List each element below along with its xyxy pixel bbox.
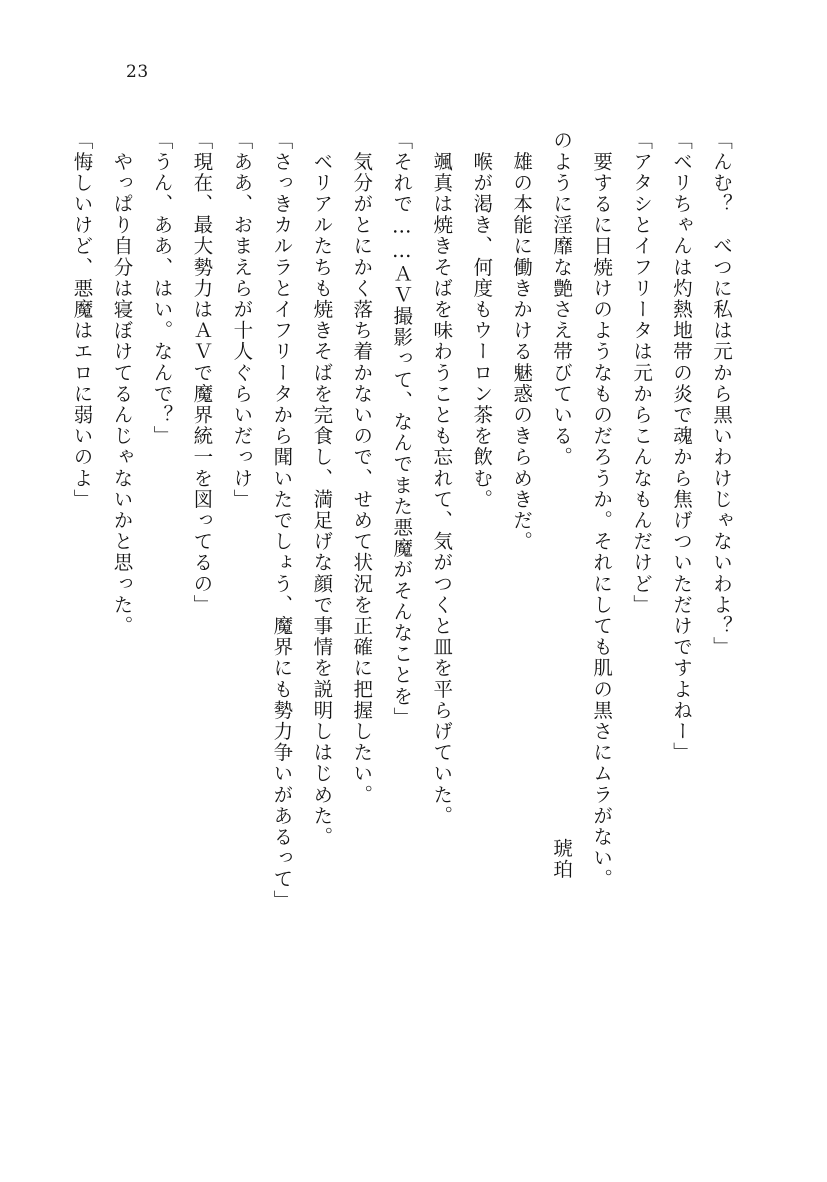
text-line: やっぱり自分は寝ぼけてるんじゃないかと思った。: [110, 130, 134, 637]
text-line: 「ベリちゃんは灼熱地帯の炎で魂から焦げついただけですよねー」: [670, 130, 694, 763]
text-line: 「アタシとイフリータは元からこんなもんだけど」: [630, 130, 654, 616]
text-line: 「うん、ああ、はい。なんで？」: [150, 130, 174, 447]
text-line: 颯真は焼きそばを味わうことも忘れて、気がつくと皿を平らげていた。: [430, 130, 454, 827]
text-line: 気分がとにかく落ち着かないので、せめて状況を正確に把握したい。: [350, 130, 374, 806]
text-line: 「んむ？ べつに私は元から黒いわけじゃないわよ？」: [710, 130, 733, 658]
text-line: 雄の本能に働きかける魅惑のきらめきだ。: [510, 130, 534, 552]
text-line: 「それで……ＡＶ撮影って、なんでまた悪魔がそんなことを」: [390, 130, 414, 728]
text-line: 「悔しいけど、悪魔はエロに弱いのよ」: [70, 130, 94, 510]
text-line: 要するに日焼けのようなものだろうか。それにしても肌の黒さにムラがない。: [590, 130, 614, 890]
text-line: 「さっきカルラとイフリータから聞いたでしょう、魔界にも勢力争いがあるって」: [270, 130, 294, 911]
text-line: のように淫靡な艶さえ帯びている。 琥珀: [550, 130, 574, 880]
text-line: 「現在、最大勢力はＡＶで魔界統一を図ってるの」: [190, 130, 214, 616]
text-line: 「ああ、おまえらが十人ぐらいだっけ」: [230, 130, 254, 510]
page-number: 23: [126, 62, 149, 82]
body-text: [70, 130, 741, 1070]
text-line: ベリアルたちも焼きそばを完食し、満足げな顔で事情を説明しはじめた。: [310, 130, 334, 848]
text-line: 喉が渇き、何度もウーロン茶を飲む。: [470, 130, 494, 510]
